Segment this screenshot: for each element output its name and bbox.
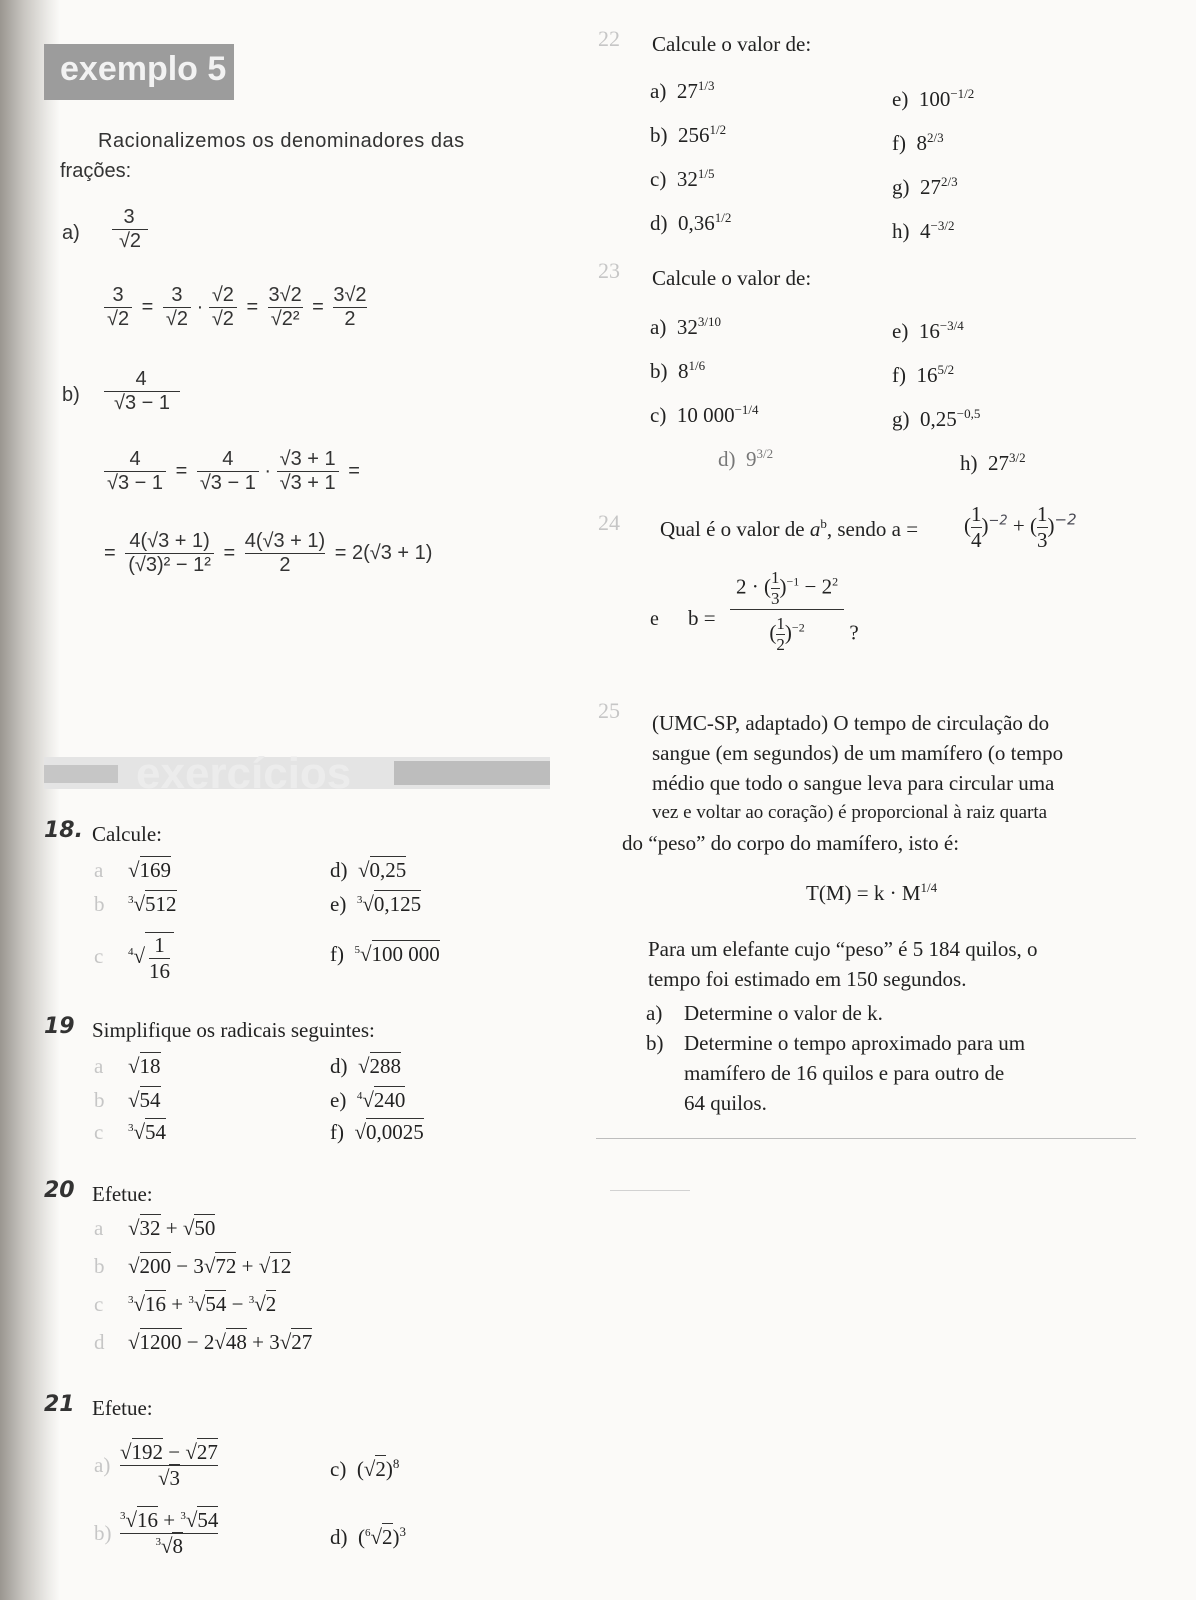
q24-b-label: b =	[688, 606, 716, 630]
q20-title: Efetue:	[92, 1182, 153, 1206]
q23-items-right: e) $16^{-3/4}$ f) $16^{5/2}$ g) $0,25^{-0,5}$ h) $27^{3/2}$	[892, 318, 1026, 475]
q20-items: a √32 + √50 b √200 − 3√72 + √12 c $^3$√16 + $^3$√54 − $^3$√2 d √1200 − 2√48 + 3√27	[94, 1216, 313, 1354]
q22-items-right: e) $100^{-1/2}$ f) $8^{2/3}$ g) $27^{2/3}$ h) $4^{-3/2}$	[892, 86, 975, 243]
exercises-banner	[44, 749, 550, 798]
q24-text: Qual é o valor de $a^b$, sendo a =	[660, 516, 919, 541]
q19-number: 19	[44, 1014, 75, 1039]
q23-number: 23	[598, 258, 620, 283]
q19-items-right: d) √288 e) $^4$√240 f) √0,0025	[330, 1054, 424, 1144]
q24-e-label: e	[650, 608, 659, 630]
example-b-fraction: 4 √3 − 1	[104, 368, 180, 415]
example-intro-line2: frações:	[60, 160, 132, 182]
example-b-steps2: = $\frac{4(√3 + 1)}{\text{(√3)² − 1²}}$ = $\frac{4(√3 + 1)}{2}$ = 2(√3 + 1)	[104, 530, 433, 576]
q18-title: Calcule:	[92, 822, 162, 846]
q25-paragraph: Para um elefante cujo “peso” é 5 184 quilos, o tempo foi estimado em 150 segundos.	[648, 937, 1038, 991]
section-divider	[596, 1138, 1136, 1139]
q18-items-right: d) √0,25 e) $^3$√0,125 f) $^5$√100 000	[330, 858, 440, 966]
example-a-steps: $\frac{3}{√2}$ = $\frac{3}{√2}$ · $\frac{√2}{√2}$ = $\frac{3√2}{\text{√2²}}$ = $\frac{3√2}{2}$	[104, 284, 367, 331]
q24-b-fraction: 2 · ( $\frac{1}{3}$ )$^{-1} - 2^2$ ( $\frac{1}{2}$ )$^{-2}$ ?	[730, 568, 859, 655]
q25-intro	[622, 708, 1064, 858]
q23-items-left: a) $32^{3/10}$ b) $8^{1/6}$ c) 10 $000^{-1/4}$ d) $9^{3/2}$	[650, 314, 774, 471]
q20-number: 20	[44, 1178, 75, 1203]
q25-questions: a) Determine o valor de k. b) Determine o tempo aproximado para um mamífero de 16 quilos e para outro de 64 quilos.	[646, 1001, 1026, 1115]
section-divider-faint	[610, 1190, 690, 1191]
example-title: exemplo 5	[60, 50, 227, 88]
q21-number: 21	[44, 1392, 75, 1417]
q22-title: Calcule o valor de:	[652, 32, 812, 56]
example-item-b-label: b)	[62, 384, 80, 406]
q22-number: 22	[598, 26, 620, 51]
q25-number: 25	[598, 698, 620, 723]
example-b-steps1: $\frac{4}{√3 - 1}$ = $\frac{4}{√3 - 1}$ · $\frac{√3 + 1}{√3 + 1}$ =	[104, 448, 364, 495]
example-a-fraction: 3 √2	[112, 206, 148, 253]
q25-line: sangue (em segundos) de um mamífero (o tempo	[652, 741, 1064, 765]
q22-items-left: a) $27^{1/3}$ b) $256^{1/2}$ c) $32^{1/5}$ d) $0,36^{1/2}$	[650, 78, 732, 235]
q25-formula: $T(M) = k \cdot M^{1/4}$	[806, 880, 938, 905]
q19-items-left: a √18 b √54 c $^3$√54	[94, 1054, 167, 1144]
example-item-a-label: a)	[62, 222, 80, 244]
q18-items-left: a √169 b $^3$√512 c $^4$√ $\frac{1}{16}$	[94, 858, 177, 983]
q23-title: Calcule o valor de:	[652, 266, 812, 290]
q24-a-expression: ( $\frac{1}{4}$ )$^{-2}$ + ( $\frac{1}{3}$ )$^{-2}$	[964, 502, 1077, 552]
q21-items-right: c) $(√2)^8$ d) $(^6√2)^3$	[330, 1456, 407, 1549]
q25-line: do “peso” do corpo do mamífero, isto é:	[622, 831, 960, 855]
exercises-banner-title: exercícios	[136, 749, 352, 798]
q19-title: Simplifique os radicais seguintes:	[92, 1018, 375, 1042]
q25-line: médio que todo o sangue leva para circular uma	[652, 771, 1055, 795]
q24-number: 24	[598, 510, 620, 535]
q21-title: Efetue:	[92, 1396, 153, 1420]
q21-items-left: a) $\frac{√192 - √27}{√3}$ b) $\frac{^3√16 + ^3√54}{^3√8}$	[94, 1440, 219, 1558]
q25-line: (UMC-SP, adaptado) O tempo de circulação do	[652, 711, 1050, 735]
example-banner	[44, 44, 234, 100]
q24-question-mark: ?	[849, 620, 859, 645]
q25-line: vez e voltar ao coração) é proporcional à raiz quarta	[652, 802, 1048, 823]
example-intro-line1: Racionalizemos os denominadores das	[98, 130, 465, 152]
q18-number: 18.	[44, 818, 83, 843]
book-spine-shadow	[0, 0, 60, 1600]
